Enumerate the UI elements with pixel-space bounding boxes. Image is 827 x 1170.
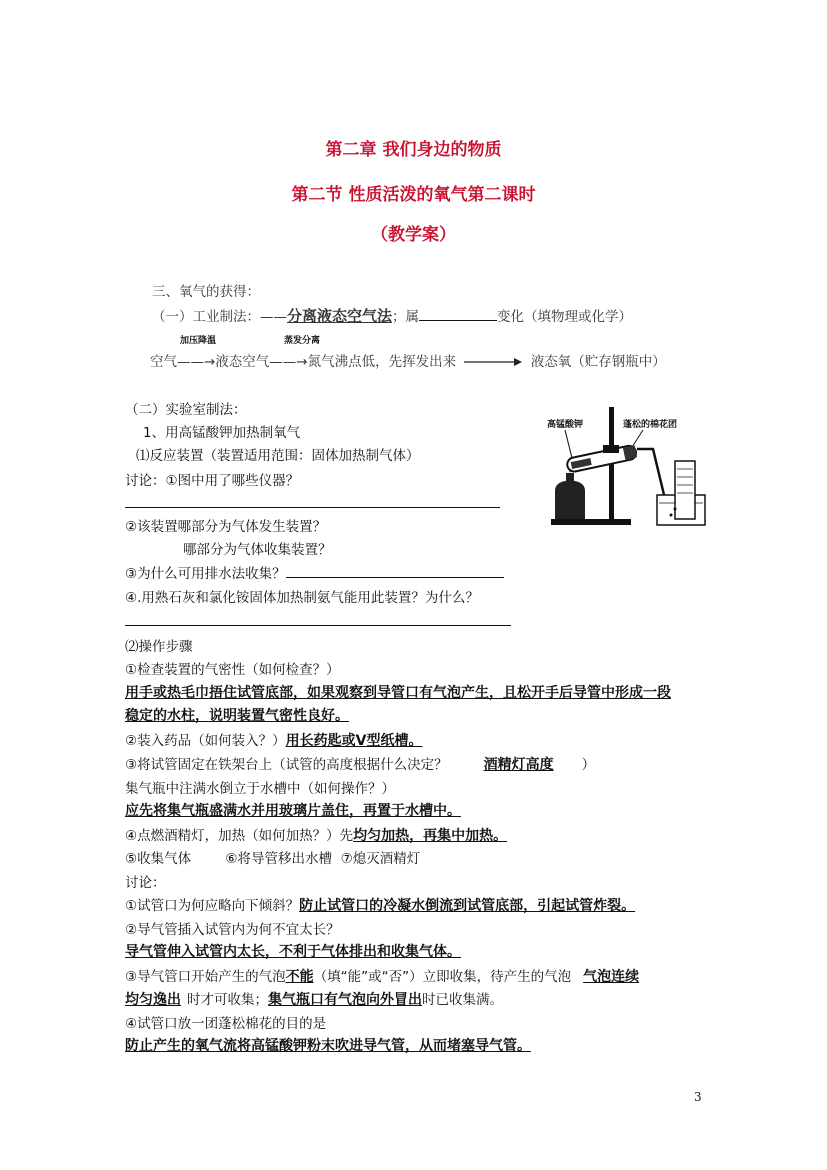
stand-base bbox=[551, 519, 631, 525]
step-3b: 集气瓶中注满水倒立于水槽中（如何操作？） bbox=[125, 781, 395, 797]
step-1: ①检查装置的气密性（如何检查？） bbox=[125, 662, 340, 678]
section-title: 第二节 性质活泼的氧气第二课时 bbox=[291, 185, 536, 205]
d3-text: ③导气管口开始产生的气泡 bbox=[125, 969, 286, 985]
flow-part2: 液态氧（贮存钢瓶中） bbox=[530, 354, 666, 370]
discuss2-q1 bbox=[125, 894, 635, 915]
steps-heading: ⑵操作步骤 bbox=[125, 639, 193, 655]
question-3-text: ③为什么可用排水法收集？ bbox=[125, 566, 286, 582]
question-2a: ②该装置哪部分为气体发生装置？ bbox=[125, 519, 327, 535]
chapter-title: 第二章 我们身边的物质 bbox=[325, 140, 502, 160]
step-2-text: ②装入药品（如何装入？） bbox=[125, 733, 286, 749]
discuss2-q3-line1 bbox=[125, 965, 639, 986]
discuss2-q4-answer: 防止产生的氧气流将高锰酸钾粉末吹进导气管，从而堵塞导气管。 bbox=[125, 1038, 531, 1054]
d3-answer2b: 均匀逸出 bbox=[125, 992, 181, 1008]
step-1-answer-line1: 用手或热毛巾捂住试管底部，如果观察到导管口有气泡产生，且松开手后导管中形成一段 bbox=[125, 685, 671, 701]
lab-item1-sub: ⑴反应装置（装置适用范围：固体加热制气体） bbox=[136, 448, 420, 464]
answer-line-1[interactable] bbox=[125, 507, 500, 508]
page-number: 3 bbox=[694, 1090, 702, 1104]
industrial-line bbox=[152, 305, 632, 326]
flow-part1: 空气——→液态空气——→氮气沸点低，先挥发出来 bbox=[150, 354, 457, 370]
lab-heading: （二）实验室制法： bbox=[125, 402, 247, 418]
label-pressure-cool: 加压降温 bbox=[180, 336, 217, 346]
d1-text: ①试管口为何应略向下倾斜？ bbox=[125, 898, 300, 914]
label-evaporate-separate: 蒸发分离 bbox=[284, 336, 321, 346]
doc-type-title: （教学案） bbox=[371, 225, 456, 245]
process-flow-line bbox=[150, 350, 666, 370]
discuss2-q2: ②导气管插入试管内为何不宜太长？ bbox=[125, 922, 340, 938]
industrial-mid: ；属 bbox=[392, 309, 420, 325]
step-2 bbox=[125, 729, 422, 750]
diagram-label-kmno4: 高锰酸钾 bbox=[547, 420, 584, 430]
question-4: ④.用熟石灰和氯化铵固体加热制氨气能用此装置？为什么？ bbox=[125, 590, 479, 606]
clamp bbox=[603, 445, 619, 453]
apparatus-diagram bbox=[545, 405, 707, 529]
step-4 bbox=[125, 824, 507, 845]
step-3b-answer: 应先将集气瓶盛满水并用玻璃片盖住，再置于水槽中。 bbox=[125, 803, 461, 819]
discuss2-q4: ④试管口放一团蓬松棉花的目的是 bbox=[125, 1016, 327, 1032]
step-4-text: ④点燃酒精灯，加热（如何加热？）先 bbox=[125, 828, 354, 844]
discuss2-q2-answer: 导气管伸入试管内太长，不利于气体排出和收集气体。 bbox=[125, 944, 461, 960]
question-3 bbox=[125, 562, 504, 582]
steps-5-7: ⑤收集气体 ⑥将导管移出水槽 ⑦熄灭酒精灯 bbox=[125, 851, 421, 867]
long-arrow-icon bbox=[462, 356, 524, 368]
step-1-answer-line2: 稳定的水柱，说明装置气密性良好。 bbox=[125, 708, 349, 724]
d3-mid: （填“能”或“否”）立即收集，待产生的气泡 bbox=[313, 969, 572, 985]
industrial-suffix: 变化（填物理或化学） bbox=[497, 309, 633, 325]
test-tube bbox=[566, 445, 637, 473]
question-2b: 哪部分为气体收集装置？ bbox=[183, 542, 332, 558]
d1-answer: 防止试管口的冷凝水倒流到试管底部，引起试管炸裂。 bbox=[299, 898, 636, 914]
discuss1: 讨论：①图中用了哪些仪器？ bbox=[125, 473, 300, 489]
part3-heading: 三、氧气的获得： bbox=[152, 284, 260, 300]
alcohol-lamp bbox=[555, 481, 585, 519]
lab-item1: 1、用高锰酸钾加热制氧气 bbox=[143, 425, 301, 441]
diagram-label-cotton: 蓬松的棉花团 bbox=[623, 420, 678, 430]
step-3-answer: 酒精灯高度 bbox=[483, 757, 554, 773]
change-type-blank[interactable] bbox=[419, 306, 497, 321]
discuss2-heading: 讨论： bbox=[125, 875, 166, 891]
step-3-text: ③将试管固定在铁架台上（试管的高度根据什么决定？ bbox=[125, 757, 448, 773]
d3-answer1: 不能 bbox=[285, 969, 314, 985]
gas-jar bbox=[675, 461, 695, 519]
d3-mid2: 时才可收集； bbox=[187, 992, 268, 1008]
step-3 bbox=[125, 753, 595, 774]
d3-answer2a: 气泡连续 bbox=[583, 969, 640, 985]
answer-blank-3[interactable] bbox=[286, 563, 504, 578]
discuss2-q3-line2 bbox=[125, 988, 503, 1009]
answer-line-4[interactable] bbox=[125, 625, 511, 626]
industrial-answer: 分离液态空气法 bbox=[287, 307, 393, 325]
step-2-answer: 用长药匙或V型纸槽。 bbox=[285, 733, 423, 749]
industrial-prefix: （一）工业制法：—— bbox=[152, 309, 287, 325]
step-3-suffix: ） bbox=[581, 757, 596, 773]
step-4-answer: 均匀加热，再集中加热。 bbox=[353, 828, 508, 844]
d3-answer3: 集气瓶口有气泡向外冒出 bbox=[268, 992, 422, 1008]
d3-suffix: 时已收集满。 bbox=[422, 992, 503, 1008]
